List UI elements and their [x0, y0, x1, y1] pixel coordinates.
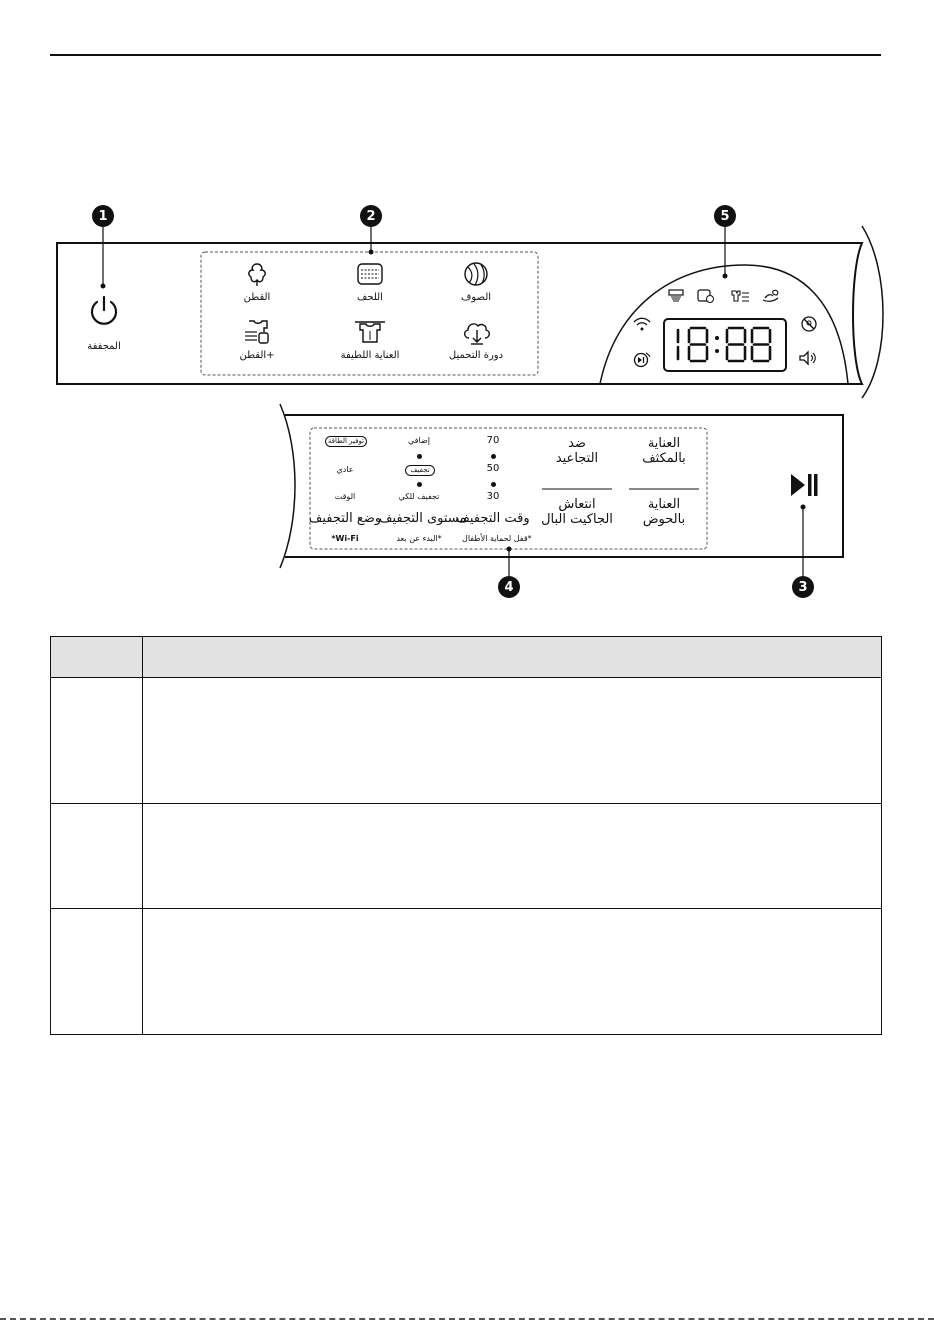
level-dot-2	[417, 482, 422, 487]
cotton-icon[interactable]	[243, 260, 271, 288]
dry-time-title[interactable]: وقت التجفيف	[456, 511, 530, 526]
power-label: المجففة	[87, 341, 121, 352]
time-dot-1	[491, 454, 496, 459]
cotton-plus-icon[interactable]	[243, 318, 273, 346]
panel-drawing	[0, 0, 934, 620]
table-cell	[143, 804, 882, 909]
callout-1: 1	[92, 205, 114, 227]
callout-3: 3	[792, 576, 814, 598]
time-value-50: 50	[486, 463, 500, 474]
level-iron-dry-label: تجفيف للكي	[398, 492, 440, 501]
speaker-icon	[798, 350, 818, 366]
program-label-delicate: العناية اللطيفة	[340, 350, 400, 361]
time-value-30: 30	[486, 491, 500, 502]
time-dot-2	[491, 482, 496, 487]
program-label-wool: الصوف	[460, 292, 492, 303]
table-row	[51, 909, 882, 1035]
program-label-cotton: القطن	[243, 292, 271, 303]
wool-icon[interactable]	[461, 260, 491, 288]
program-label-cotton-plus: القطن+	[239, 350, 275, 361]
dry-mode-title[interactable]: وضع التجفيف	[308, 511, 382, 526]
table-cell	[51, 804, 143, 909]
remote-start-icon	[632, 350, 652, 368]
mode-time-label: الوقت	[334, 492, 356, 501]
dry-level-title[interactable]: مستوى التجفيف	[379, 511, 467, 526]
description-table	[50, 636, 882, 1035]
energy-saving-badge: توفير الطاقة	[325, 436, 367, 447]
eco-hand-icon	[761, 288, 781, 304]
program-label-download: دورة التحميل	[448, 350, 504, 361]
table-cell	[51, 909, 143, 1035]
child-lock-icon	[800, 315, 818, 333]
tub-care-button[interactable]: العناية بالحوض	[642, 497, 686, 527]
duvet-icon[interactable]	[355, 261, 385, 287]
refresh-jacket-button[interactable]: انتعاش الجاكيت البال	[541, 497, 613, 527]
level-extra-label: إضافي	[408, 436, 430, 445]
remote-start-footer-label: البدء عن بعد*	[396, 534, 442, 543]
table-cell	[51, 678, 143, 804]
time-display	[663, 318, 787, 372]
table-cell	[143, 909, 882, 1035]
shirt-rack-icon	[730, 289, 750, 303]
anti-wrinkle-button[interactable]: ضد التجاعيد	[555, 436, 599, 466]
mode-normal-label: عادي	[336, 465, 354, 474]
time-value-70: 70	[486, 435, 500, 446]
callout-4: 4	[498, 576, 520, 598]
table-cell	[143, 678, 882, 804]
download-cycle-icon[interactable]	[461, 318, 493, 346]
page-bottom-edge	[0, 1318, 934, 1320]
level-dot-1	[417, 454, 422, 459]
header-cell-description	[143, 637, 882, 678]
table-header-row	[51, 637, 882, 678]
power-icon[interactable]	[86, 293, 122, 329]
callout-2: 2	[360, 205, 382, 227]
header-cell-number	[51, 637, 143, 678]
child-lock-footer-label: قفل لحماية الأطفال*	[462, 534, 532, 543]
callout-5: 5	[714, 205, 736, 227]
table-row	[51, 678, 882, 804]
wifi-footer-label: *Wi-Fi	[331, 534, 359, 543]
condenser-care-button[interactable]: العناية بالمكثف	[642, 436, 686, 466]
start-pause-icon[interactable]	[789, 472, 819, 498]
drying-badge: تجفيف	[405, 465, 435, 476]
filter-check-icon	[697, 289, 715, 303]
table-row	[51, 804, 882, 909]
seven-segment-digits	[665, 320, 785, 370]
condenser-status-icon	[667, 289, 685, 303]
delicate-care-icon[interactable]	[353, 318, 387, 346]
wifi-icon	[632, 316, 652, 332]
program-label-duvet: اللحف	[357, 292, 383, 303]
